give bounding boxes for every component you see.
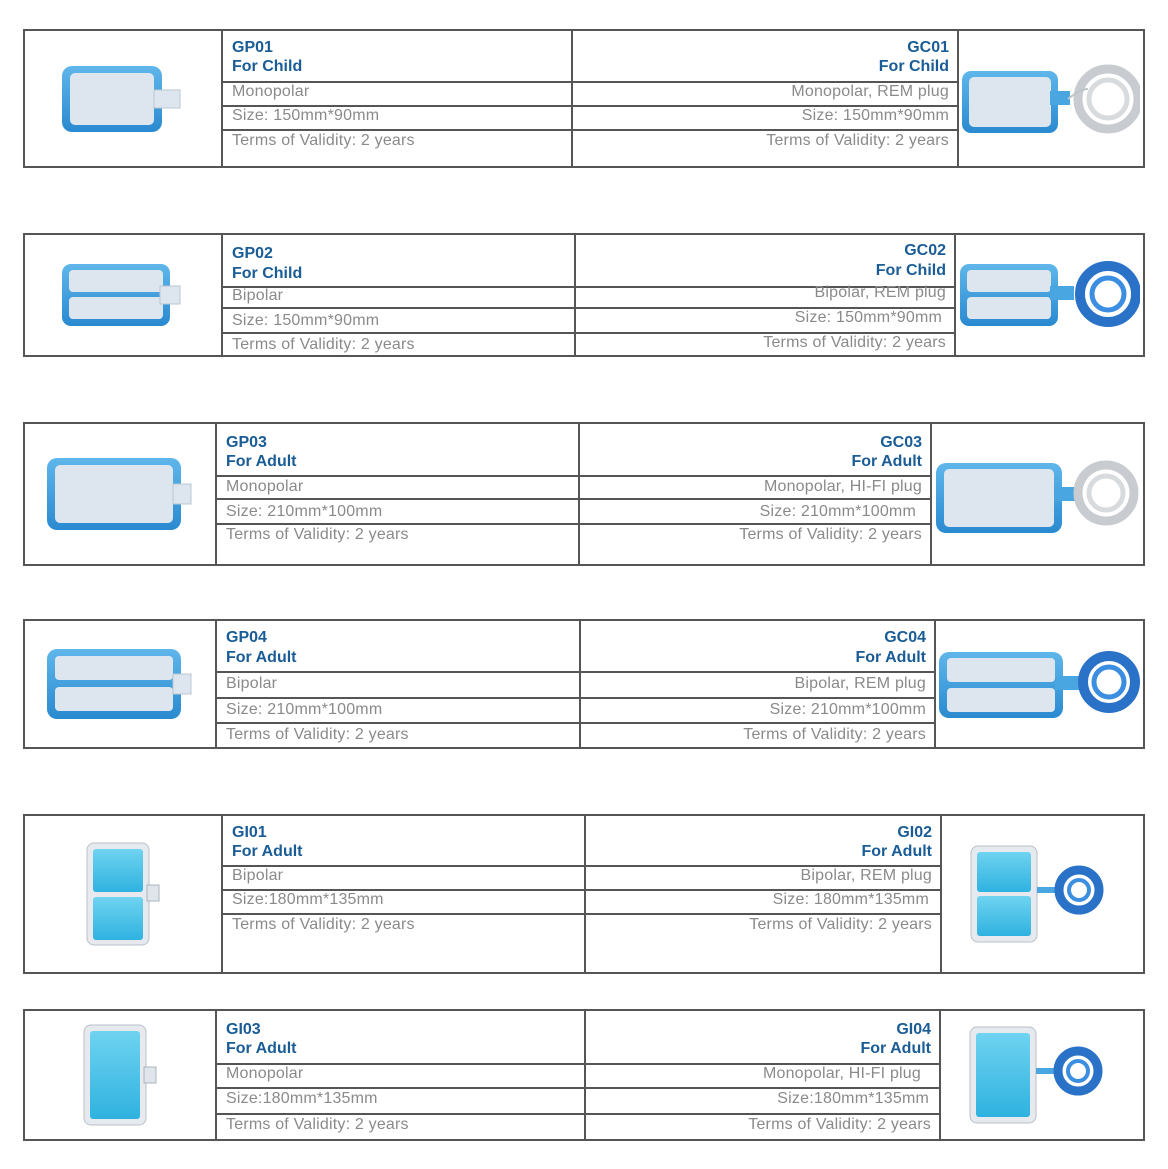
product-type: Bipolar, REM plug bbox=[800, 867, 932, 884]
product-group: For Adult bbox=[226, 1040, 297, 1057]
product-code: GC02 bbox=[904, 242, 946, 259]
grounding-pad-bipolar-cable-icon bbox=[958, 258, 1140, 332]
product-size: Size: 210mm*100mm bbox=[226, 701, 383, 718]
product-type: Bipolar bbox=[232, 287, 284, 304]
product-group: For Adult bbox=[851, 453, 922, 470]
grounding-pad-monopolar-icon bbox=[60, 64, 186, 134]
product-group: For Adult bbox=[226, 453, 297, 470]
product-image-cell bbox=[954, 235, 1143, 355]
product-image-cell bbox=[25, 31, 221, 166]
product-block-6 bbox=[23, 1009, 1145, 1141]
product-code: GC03 bbox=[880, 434, 922, 451]
grounding-pad-with-cable-icon bbox=[960, 59, 1140, 139]
product-code: GI03 bbox=[226, 1021, 261, 1038]
product-image-cell bbox=[25, 424, 215, 564]
product-code: GP03 bbox=[226, 434, 267, 451]
gel-pad-monopolar-cable-icon bbox=[966, 1025, 1116, 1125]
product-size: Size: 180mm*135mm bbox=[772, 891, 929, 908]
product-validity: Terms of Validity: 2 years bbox=[766, 132, 949, 149]
product-validity: Terms of Validity: 2 years bbox=[232, 336, 415, 353]
product-group: For Adult bbox=[226, 649, 297, 666]
product-validity: Terms of Validity: 2 years bbox=[226, 726, 409, 743]
grounding-pad-bipolar-icon bbox=[45, 647, 195, 721]
product-block-1 bbox=[23, 29, 1145, 168]
product-image-cell bbox=[939, 1011, 1143, 1139]
product-image-cell bbox=[930, 424, 1143, 564]
grounding-pad-bipolar-icon bbox=[60, 262, 186, 328]
product-size: Size:180mm*135mm bbox=[226, 1090, 378, 1107]
product-image-cell bbox=[25, 235, 221, 355]
product-image-cell bbox=[957, 31, 1143, 166]
product-validity: Terms of Validity: 2 years bbox=[743, 726, 926, 743]
gel-pad-bipolar-icon bbox=[83, 841, 163, 947]
product-type: Monopolar, HI-FI plug bbox=[762, 1065, 921, 1082]
product-image-cell bbox=[940, 816, 1143, 972]
product-type: Bipolar, REM plug bbox=[814, 284, 946, 301]
product-image-cell bbox=[25, 621, 215, 747]
product-group: For Adult bbox=[860, 1040, 931, 1057]
product-validity: Terms of Validity: 2 years bbox=[763, 334, 946, 351]
product-code: GI04 bbox=[896, 1021, 931, 1038]
grounding-pad-bipolar-cable-icon bbox=[937, 644, 1141, 724]
product-type: Monopolar bbox=[226, 478, 304, 495]
product-code: GC01 bbox=[907, 39, 949, 56]
product-type: Monopolar bbox=[226, 1065, 304, 1082]
product-validity: Terms of Validity: 2 years bbox=[748, 1116, 931, 1133]
product-size: Size: 210mm*100mm bbox=[759, 503, 916, 520]
product-size: Size:180mm*135mm bbox=[232, 891, 384, 908]
product-block-2 bbox=[23, 233, 1145, 357]
product-image-cell bbox=[25, 1011, 215, 1139]
product-group: For Child bbox=[232, 58, 303, 75]
product-group: For Child bbox=[875, 262, 946, 279]
product-validity: Terms of Validity: 2 years bbox=[232, 916, 415, 933]
gel-pad-monopolar-icon bbox=[80, 1023, 160, 1127]
product-group: For Adult bbox=[232, 843, 303, 860]
product-validity: Terms of Validity: 2 years bbox=[749, 916, 932, 933]
product-size: Size: 210mm*100mm bbox=[226, 503, 383, 520]
product-type: Bipolar bbox=[226, 675, 278, 692]
product-size: Size: 150mm*90mm bbox=[232, 107, 380, 124]
product-size: Size: 210mm*100mm bbox=[769, 701, 926, 718]
product-type: Monopolar bbox=[232, 83, 310, 100]
product-image-cell bbox=[934, 621, 1143, 747]
product-group: For Adult bbox=[855, 649, 926, 666]
product-code: GI01 bbox=[232, 824, 267, 841]
product-block-3 bbox=[23, 422, 1145, 566]
product-code: GP04 bbox=[226, 629, 267, 646]
product-validity: Terms of Validity: 2 years bbox=[739, 526, 922, 543]
product-group: For Child bbox=[232, 265, 303, 282]
grounding-pad-monopolar-icon bbox=[45, 456, 195, 532]
product-size: Size: 150mm*90mm bbox=[232, 312, 380, 329]
product-validity: Terms of Validity: 2 years bbox=[232, 132, 415, 149]
product-validity: Terms of Validity: 2 years bbox=[226, 526, 409, 543]
product-code: GC04 bbox=[884, 629, 926, 646]
product-validity: Terms of Validity: 2 years bbox=[226, 1116, 409, 1133]
product-group: For Adult bbox=[861, 843, 932, 860]
product-group: For Child bbox=[878, 58, 949, 75]
grounding-pad-with-cable-icon bbox=[934, 451, 1140, 537]
product-code: GP01 bbox=[232, 39, 273, 56]
product-type: Monopolar, HI-FI plug bbox=[763, 478, 922, 495]
product-size: Size:180mm*135mm bbox=[777, 1090, 929, 1107]
product-block-4 bbox=[23, 619, 1145, 749]
product-code: GP02 bbox=[232, 245, 273, 262]
product-block-5 bbox=[23, 814, 1145, 974]
product-type: Bipolar bbox=[232, 867, 284, 884]
product-code: GI02 bbox=[897, 824, 932, 841]
product-type: Monopolar, REM plug bbox=[791, 83, 949, 100]
product-type: Bipolar, REM plug bbox=[794, 675, 926, 692]
product-size: Size: 150mm*90mm bbox=[801, 107, 949, 124]
product-image-cell bbox=[25, 816, 221, 972]
product-size: Size: 150mm*90mm bbox=[794, 309, 942, 326]
gel-pad-bipolar-cable-icon bbox=[967, 844, 1117, 944]
